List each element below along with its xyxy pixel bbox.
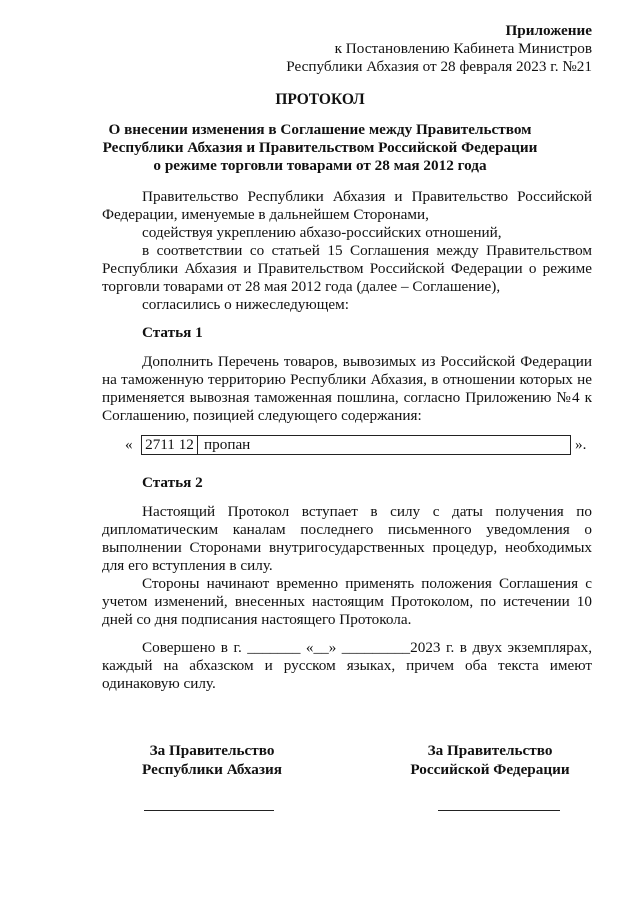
article-2-para1-line: для его вступления в силу. [102, 557, 273, 574]
done-at-line: одинаковую силу. [102, 675, 216, 692]
document-title: ПРОТОКОЛ [275, 91, 365, 108]
preamble-line: Республики Абхазия и Правительством Российской Федерации о режиме [102, 260, 592, 277]
header-line-2: к Постановлению Кабинета Министров [334, 40, 592, 57]
signature-left-blank [144, 810, 274, 811]
preamble-line: согласились о нижеследующем: [142, 296, 350, 313]
article-1-line: применяется вывозная таможенная пошлина, согласно Приложению №4 к [102, 389, 592, 406]
done-at-line: каждый на абхазском и русском языках, причем оба текста имеют [102, 657, 592, 674]
signature-left-line-1: За Правительство [149, 742, 275, 759]
signature-right-blank [438, 810, 560, 811]
article-1-line: на таможенную территорию Республики Абхазия, в отношении которых не [102, 371, 592, 388]
preamble-line: Федерации, именуемые в дальнейшем Сторонами, [102, 206, 429, 223]
open-quote: « [125, 436, 133, 453]
article-1-heading: Статья 1 [142, 324, 203, 341]
subtitle-line-3: о режиме торговли товарами от 28 мая 2012 года [153, 157, 487, 174]
goods-code-cell: 2711 12 [142, 436, 198, 454]
preamble-line: содействуя укреплению абхазо-российских отношений, [142, 224, 502, 241]
article-2-para2-line: дней со дня подписания настоящего Протокола. [102, 611, 412, 628]
goods-table-row [141, 435, 571, 455]
article-2-para2-line: учетом изменений, внесенных настоящим Протоколом, по истечении 10 [102, 593, 592, 610]
done-at-line: Совершено в г. _______ «__» _________2023 г. в двух экземплярах, [142, 639, 592, 656]
signature-right-line-2: Российской Федерации [410, 761, 570, 778]
subtitle-line-1: О внесении изменения в Соглашение между Правительством [108, 121, 532, 138]
article-1-line: Соглашению, позицией следующего содержания: [102, 407, 422, 424]
signature-left-line-2: Республики Абхазия [142, 761, 282, 778]
signature-right-line-1: За Правительство [427, 742, 553, 759]
preamble-line: в соответствии со статьей 15 Соглашения между Правительством [142, 242, 592, 259]
close-quote: ». [575, 436, 587, 453]
header-line-3: Республики Абхазия от 28 февраля 2023 г. №21 [286, 58, 592, 75]
article-2-para2-line: Стороны начинают временно применять положения Соглашения с [142, 575, 592, 592]
article-1-line: Дополнить Перечень товаров, вывозимых из Российской Федерации [142, 353, 592, 370]
article-2-para1-line: Настоящий Протокол вступает в силу с даты получения по [142, 503, 592, 520]
preamble-line: торговли товарами от 28 мая 2012 года (далее – Соглашение), [102, 278, 501, 295]
article-2-heading: Статья 2 [142, 474, 203, 491]
article-2-para1-line: дипломатическим каналам последнего письменного уведомления о [102, 521, 592, 538]
goods-name-cell: пропан [204, 436, 251, 453]
appendix-label: Приложение [505, 22, 592, 39]
preamble-line: Правительство Республики Абхазия и Правительство Российской [142, 188, 592, 205]
article-2-para1-line: выполнении Сторонами внутригосударственных процедур, необходимых [102, 539, 592, 556]
subtitle-line-2: Республики Абхазия и Правительством Российской Федерации [102, 139, 538, 156]
